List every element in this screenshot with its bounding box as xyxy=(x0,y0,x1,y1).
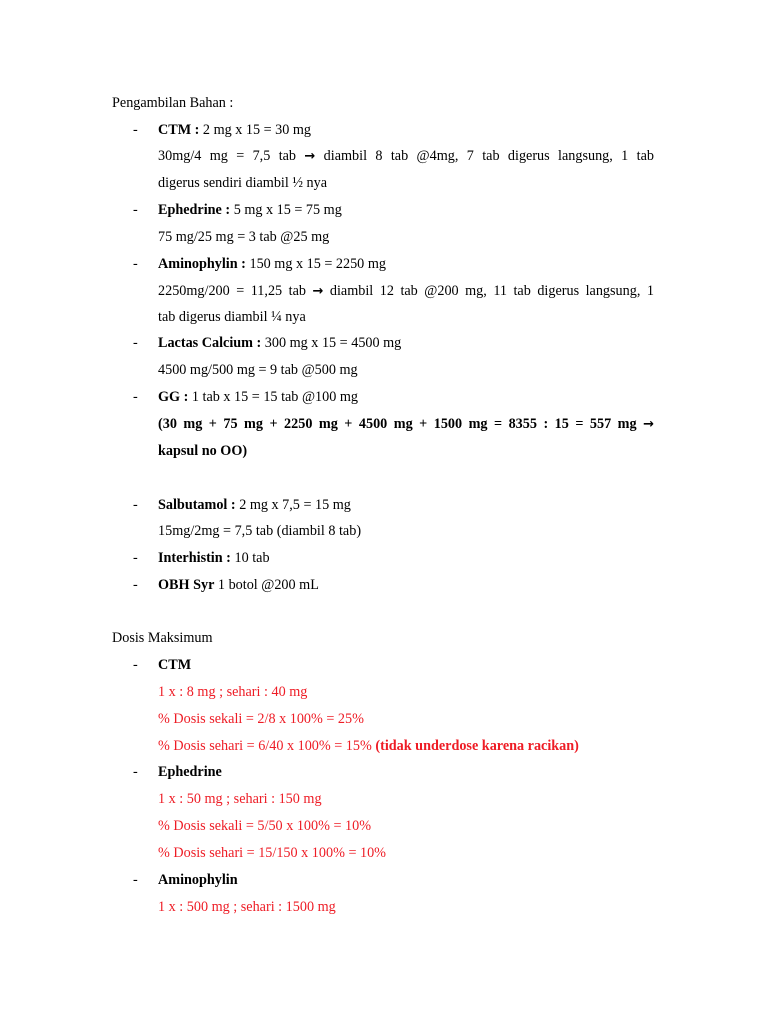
list-dash: - xyxy=(133,550,138,566)
list-item-aminophylin xyxy=(158,255,654,273)
item-detail-aminophylin-cont: tab digerus diambil ¼ nya xyxy=(158,309,306,325)
list-dash: - xyxy=(133,389,138,405)
section-heading-pengambilan: Pengambilan Bahan : xyxy=(112,95,234,111)
dosis-item-ephedrine: Ephedrine xyxy=(158,764,222,780)
item-detail-ctm-cont: digerus sendiri diambil ½ nya xyxy=(158,175,328,191)
item-text: 5 mg x 15 = 75 mg xyxy=(230,202,342,218)
item-label: CTM : xyxy=(158,122,200,138)
item-detail-salbutamol: 15mg/2mg = 7,5 tab (diambil 8 tab) xyxy=(158,523,362,539)
item-text: 150 mg x 15 = 2250 mg xyxy=(245,256,386,272)
item-text: 300 mg x 15 = 4500 mg xyxy=(261,335,402,351)
arrow-right-icon: → xyxy=(312,284,324,299)
dosis-aminophylin-max: 1 x : 500 mg ; sehari : 1500 mg xyxy=(158,899,336,915)
item-label: Interhistin : xyxy=(158,550,231,566)
item-detail-lactas-calcium: 4500 mg/500 mg = 9 tab @500 mg xyxy=(158,362,358,378)
dosis-ctm-max: 1 x : 8 mg ; sehari : 40 mg xyxy=(158,684,308,700)
arrow-right-icon: → xyxy=(643,417,654,432)
item-label: Aminophylin : xyxy=(158,256,246,272)
item-text: % Dosis sehari = 6/40 x 100% = 15% xyxy=(158,738,376,754)
item-detail-ephedrine: 75 mg/25 mg = 3 tab @25 mg xyxy=(158,229,330,245)
list-item-gg xyxy=(158,388,654,406)
list-dash: - xyxy=(133,764,138,780)
item-label: Salbutamol : xyxy=(158,497,236,513)
dosis-ephedrine-sekali: % Dosis sekali = 5/50 x 100% = 10% xyxy=(158,818,372,834)
list-dash: - xyxy=(133,256,138,272)
dosis-ctm-note: (tidak underdose karena racikan) xyxy=(375,738,579,754)
item-text: 1 tab x 15 = 15 tab @100 mg xyxy=(188,389,358,405)
list-item-ctm xyxy=(158,121,654,139)
list-dash: - xyxy=(133,202,138,218)
item-text: 2 mg x 7,5 = 15 mg xyxy=(235,497,351,513)
item-text: diambil 8 tab @4mg, 7 tab digerus langsung, 1 tab xyxy=(315,148,654,164)
item-label: OBH Syr xyxy=(158,577,215,593)
item-label: GG : xyxy=(158,389,189,405)
list-dash: - xyxy=(133,872,138,888)
dosis-ctm-sekali: % Dosis sekali = 2/8 x 100% = 25% xyxy=(158,711,364,727)
item-detail-gg-sum xyxy=(158,415,654,434)
dosis-ctm-sehari xyxy=(158,737,654,755)
item-text: 10 tab xyxy=(230,550,270,566)
item-label: Lactas Calcium : xyxy=(158,335,262,351)
item-text: 1 botol @200 mL xyxy=(214,577,319,593)
list-dash: - xyxy=(133,577,138,593)
list-item-lactas-calcium xyxy=(158,334,654,352)
list-item-obh-syr xyxy=(158,576,654,594)
list-dash: - xyxy=(133,122,138,138)
dosis-item-aminophylin: Aminophylin xyxy=(158,872,238,888)
dosis-ephedrine-sehari: % Dosis sehari = 15/150 x 100% = 10% xyxy=(158,845,387,861)
list-dash: - xyxy=(133,497,138,513)
dosis-ephedrine-max: 1 x : 50 mg ; sehari : 150 mg xyxy=(158,791,322,807)
item-text: diambil 12 tab @200 mg, 11 tab digerus langsung, 1 xyxy=(323,283,654,299)
dosis-item-ctm: CTM xyxy=(158,657,192,673)
item-text: 2 mg x 15 = 30 mg xyxy=(199,122,312,138)
list-item-ephedrine xyxy=(158,201,654,219)
arrow-right-icon: → xyxy=(304,149,316,164)
list-dash: - xyxy=(133,335,138,351)
list-item-salbutamol xyxy=(158,496,654,514)
list-item-interhistin xyxy=(158,549,654,567)
item-text: (30 mg + 75 mg + 2250 mg + 4500 mg + 1500 mg = 8355 : 15 = 557 mg xyxy=(158,416,644,432)
item-detail-ctm xyxy=(158,147,654,166)
item-text: 2250mg/200 = 11,25 tab xyxy=(158,283,313,299)
item-text: 30mg/4 mg = 7,5 tab xyxy=(158,148,305,164)
item-detail-gg-capsule: kapsul no OO) xyxy=(158,443,248,459)
item-label: Ephedrine : xyxy=(158,202,231,218)
list-dash: - xyxy=(133,657,138,673)
section-heading-dosis-maksimum: Dosis Maksimum xyxy=(112,630,213,646)
item-detail-aminophylin xyxy=(158,282,654,301)
